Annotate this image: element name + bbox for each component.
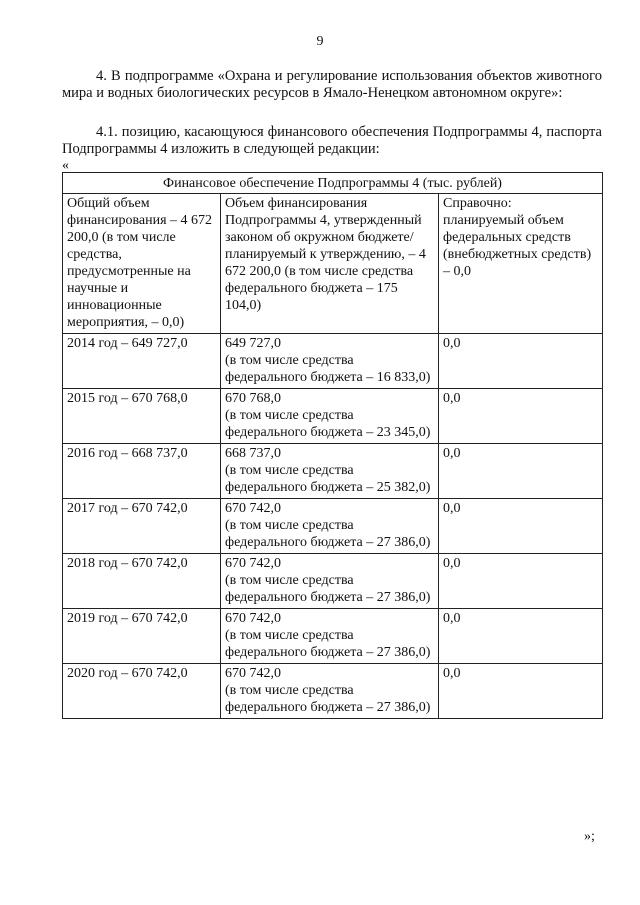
year-cell: 2020 год – 670 742,0 [63, 664, 221, 719]
ext-cell [439, 609, 603, 664]
federal-note: (в том числе средства федерального бюджета – 27 386,0) [225, 573, 431, 605]
header-total-financing: Общий объем финансирования – 4 672 200,0 (в том числе средства, предусмотренные на научные и инновационные мероприятия, – 0,0) [63, 194, 221, 334]
ext-cell [439, 334, 603, 389]
federal-note: (в том числе средства федерального бюджета – 25 382,0) [225, 463, 431, 495]
ext-cell [439, 444, 603, 499]
financing-table [62, 172, 603, 719]
ext-value: 0,0 [443, 611, 461, 626]
table-row [63, 664, 603, 719]
year-cell: 2018 год – 670 742,0 [63, 554, 221, 609]
amount-cell [221, 334, 439, 389]
ext-value: 0,0 [443, 501, 461, 516]
federal-note: (в том числе средства федерального бюджета – 27 386,0) [225, 683, 431, 715]
ext-cell [439, 499, 603, 554]
table-row [63, 499, 603, 554]
table-title-row [63, 173, 603, 194]
year-cell: 2019 год – 670 742,0 [63, 609, 221, 664]
page-number: 9 [316, 34, 324, 49]
federal-note: (в том числе средства федерального бюджета – 23 345,0) [225, 408, 431, 440]
header-reference-federal: Справочно: планируемый объем федеральных средств (внебюджетных средств) – 0,0 [439, 194, 603, 334]
ext-cell [439, 389, 603, 444]
opening-quote: « [62, 158, 69, 173]
federal-note: (в том числе средства федерального бюджета – 16 833,0) [225, 353, 431, 385]
year-cell: 2015 год – 670 768,0 [63, 389, 221, 444]
amount-value: 649 727,0 [225, 336, 281, 351]
table-row [63, 334, 603, 389]
table-row [63, 609, 603, 664]
amount-value: 670 742,0 [225, 501, 281, 516]
ext-value: 0,0 [443, 666, 461, 681]
amount-cell [221, 664, 439, 719]
table-title: Финансовое обеспечение Подпрограммы 4 (тыс. рублей) [63, 173, 603, 194]
amount-cell [221, 389, 439, 444]
header-subprogram-financing: Объем финансирования Подпрограммы 4, утвержденный законом об окружном бюджете/ планируемый к утверждению, – 4 672 200,0 (в том числе средства федерального бюджета – 175 104,0) [221, 194, 439, 334]
table-row [63, 554, 603, 609]
amount-cell [221, 499, 439, 554]
amount-value: 670 742,0 [225, 556, 281, 571]
paragraph-item-4-1: 4.1. позицию, касающуюся финансового обеспечения Подпрограммы 4, паспорта Подпрограммы 4 изложить в следующей редакции: [62, 124, 602, 157]
ext-cell [439, 664, 603, 719]
paragraph-item-4: 4. В подпрограмме «Охрана и регулирование использования объектов животного мира и водных биологических ресурсов в Ямало-Ненецком автономном округе»: [62, 68, 602, 101]
federal-note: (в том числе средства федерального бюджета – 27 386,0) [225, 518, 431, 550]
amount-value: 670 768,0 [225, 391, 281, 406]
ext-value: 0,0 [443, 336, 461, 351]
year-cell: 2016 год – 668 737,0 [63, 444, 221, 499]
year-cell: 2014 год – 649 727,0 [63, 334, 221, 389]
table-header-row [63, 194, 603, 334]
amount-cell [221, 554, 439, 609]
year-cell: 2017 год – 670 742,0 [63, 499, 221, 554]
table-row [63, 389, 603, 444]
ext-value: 0,0 [443, 391, 461, 406]
amount-cell [221, 444, 439, 499]
ext-value: 0,0 [443, 446, 461, 461]
amount-value: 670 742,0 [225, 666, 281, 681]
amount-value: 670 742,0 [225, 611, 281, 626]
federal-note: (в том числе средства федерального бюджета – 27 386,0) [225, 628, 431, 660]
closing-quote: »; [584, 829, 595, 844]
table-row [63, 444, 603, 499]
ext-value: 0,0 [443, 556, 461, 571]
amount-value: 668 737,0 [225, 446, 281, 461]
ext-cell [439, 554, 603, 609]
amount-cell [221, 609, 439, 664]
